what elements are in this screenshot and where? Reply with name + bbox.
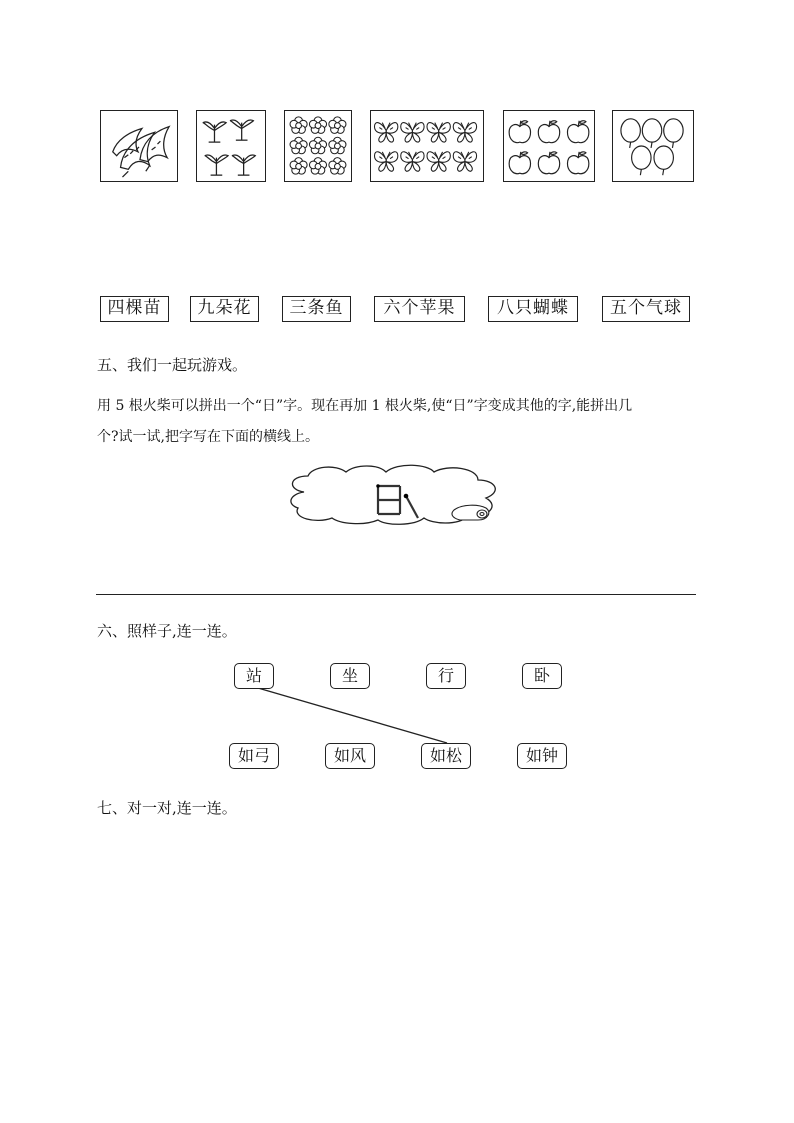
- section-5-line-2: 个?试一试,把字写在下面的横线上。: [97, 429, 319, 445]
- posture-sit-box[interactable]: 坐: [330, 663, 370, 689]
- simile-pine-box[interactable]: 如松: [421, 743, 471, 769]
- posture-walk-box[interactable]: 行: [426, 663, 466, 689]
- simile-bell-box[interactable]: 如钟: [517, 743, 567, 769]
- posture-lie-box[interactable]: 卧: [522, 663, 562, 689]
- simile-wind-box[interactable]: 如风: [325, 743, 375, 769]
- section-7-heading: 七、对一对,连一连。: [97, 799, 237, 817]
- section-5-heading: 五、我们一起玩游戏。: [97, 356, 248, 374]
- posture-stand-box[interactable]: 站: [234, 663, 274, 689]
- word-box-2: 九朵花: [190, 296, 259, 322]
- word-box-4: 六个苹果: [374, 296, 465, 322]
- word-box-5: 八只蝴蝶: [488, 296, 578, 322]
- word-box-3: 三条鱼: [282, 296, 351, 322]
- word-box-1: 四棵苗: [100, 296, 169, 322]
- word-box-6: 五个气球: [602, 296, 690, 322]
- section-5-line-1: 用 5 根火柴可以拼出一个“日”字。现在再加 1 根火柴,使“日”字变成其他的字,能拼出几: [97, 398, 633, 414]
- section-6-heading: 六、照样子,连一连。: [97, 622, 237, 640]
- simile-bow-box[interactable]: 如弓: [229, 743, 279, 769]
